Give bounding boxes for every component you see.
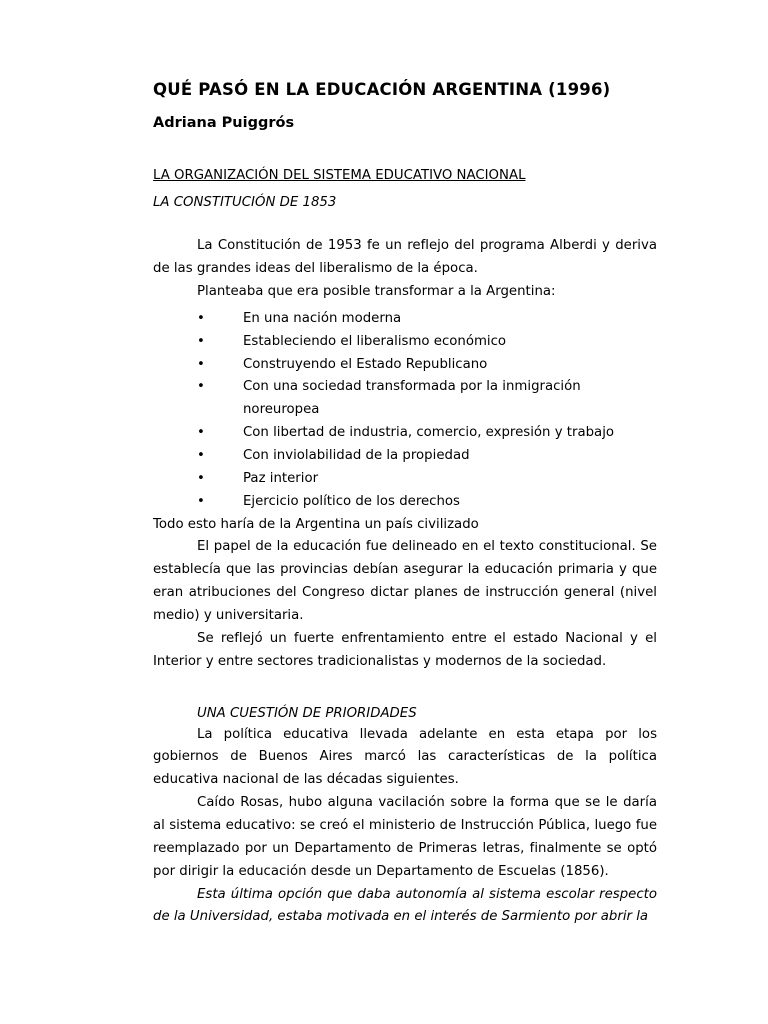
paragraph-1: La Constitución de 1953 fe un reflejo del programa Alberdi y deriva de las grandes ideas del liberalismo de la época. <box>153 238 657 277</box>
bullet-marker-icon: • <box>197 310 205 326</box>
list-item-label: Con libertad de industria, comercio, expresión y trabajo <box>243 425 615 441</box>
document-title: QUÉ PASÓ EN LA EDUCACIÓN ARGENTINA (1996) <box>153 80 611 99</box>
list-item-label: Estableciendo el liberalismo económico <box>243 333 507 349</box>
paragraph-4: El papel de la educación fue delineado en el texto constitucional. Se establecía que las provincias debían asegurar la educación primaria y que eran atribuciones del Congreso dictar planes de instrucción general (nivel medio) y universitaria. <box>153 539 657 624</box>
bullet-marker-icon: • <box>197 379 205 395</box>
paragraph-6: La política educativa llevada adelante en esta etapa por los gobiernos de Buenos Aires marcó las características de la política educativa nacional de las décadas siguientes. <box>153 726 657 788</box>
list-item <box>153 308 658 331</box>
bullet-marker-icon: • <box>197 356 205 372</box>
list-item-label: Con inviolabilidad de la propiedad <box>243 448 470 463</box>
subsection-heading-2: UNA CUESTIÓN DE PRIORIDADES <box>197 705 417 721</box>
list-item-label: Construyendo el Estado Republicano <box>243 356 488 372</box>
paragraph-8: Esta última opción que daba autonomía al sistema escolar respecto de la Universidad, estaba motivada en el interés de Sarmiento por abrir la <box>153 886 657 925</box>
bullet-marker-icon: • <box>197 425 205 441</box>
paragraph-3: Todo esto haría de la Argentina un país civilizado <box>153 516 479 532</box>
section-heading: LA ORGANIZACIÓN DEL SISTEMA EDUCATIVO NACIONAL <box>153 168 526 184</box>
list-item <box>153 445 658 468</box>
bullet-marker-icon: • <box>197 493 205 509</box>
list-item-label: En una nación moderna <box>243 310 402 326</box>
list-item <box>153 376 658 422</box>
bullet-marker-icon: • <box>197 448 205 463</box>
subsection-heading: LA CONSTITUCIÓN DE 1853 <box>153 195 337 211</box>
paragraph-7: Caído Rosas, hubo alguna vacilación sobre la forma que se le daría al sistema educativo: se creó el ministerio de Instrucción Pública, luego fue reemplazado por un Departamento de Primeras letras, finalmente se optó por dirigir la educación desde un Departamento de Escuelas (1856). <box>153 795 657 879</box>
document-author: Adriana Puiggrós <box>153 115 295 132</box>
paragraph-5: Se reflejó un fuerte enfrentamiento entre el estado Nacional y el Interior y entre sectores tradicionalistas y modernos de la sociedad. <box>153 630 657 669</box>
bullet-marker-icon: • <box>197 333 205 349</box>
list-item-label: Paz interior <box>243 470 319 486</box>
list-item <box>153 491 658 514</box>
list-item <box>153 422 658 445</box>
list-item-label: Con una sociedad transformada por la inmigración noreuropea <box>243 379 581 418</box>
bullet-list <box>153 308 658 514</box>
list-item <box>153 331 658 354</box>
list-item <box>153 468 658 491</box>
list-item-label: Ejercicio político de los derechos <box>243 493 460 509</box>
bullet-marker-icon: • <box>197 470 205 486</box>
list-item <box>153 354 658 377</box>
paragraph-2: Planteaba que era posible transformar a la Argentina: <box>197 283 556 299</box>
